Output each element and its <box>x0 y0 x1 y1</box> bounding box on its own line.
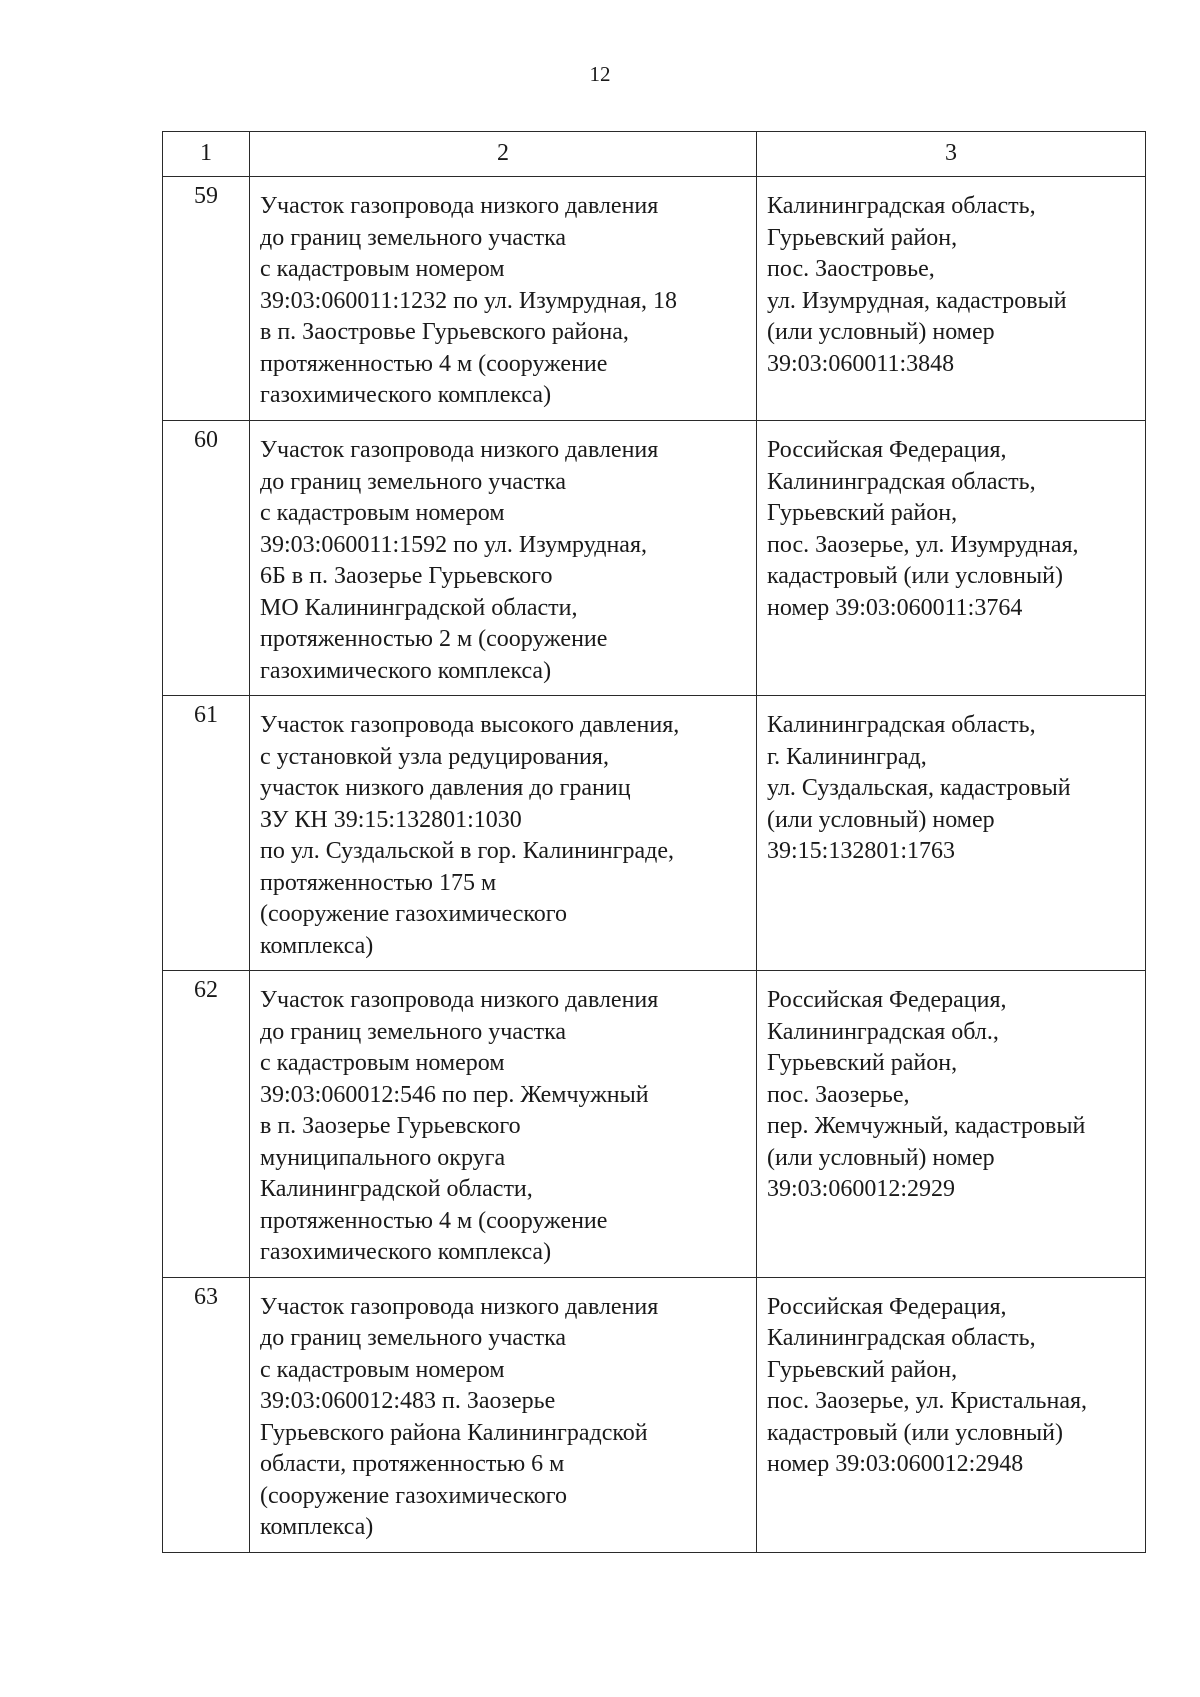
object-address <box>757 1277 1146 1552</box>
object-address <box>757 177 1146 421</box>
address-line: Российская Федерация, <box>767 987 1007 1013</box>
table-body <box>163 177 1146 1553</box>
address-line: ул. Изумрудная, кадастровый <box>767 287 1067 314</box>
address-line: номер 39:03:060011:3764 <box>767 594 1023 621</box>
row-number: 62 <box>163 971 250 1278</box>
object-description <box>250 1277 757 1552</box>
description-line: до границ земельного участка <box>260 1325 567 1351</box>
description-line: до границ земельного участка <box>260 468 567 495</box>
address-line: (или условный) номер <box>767 806 995 833</box>
table-row <box>163 971 1146 1278</box>
row-number: 59 <box>163 177 250 421</box>
description-line: Гурьевского района Калининградской <box>260 1419 648 1446</box>
description-line: Участок газопровода низкого давления <box>260 987 659 1013</box>
description-line: (сооружение газохимического <box>260 1482 568 1509</box>
row-number: 61 <box>163 696 250 971</box>
address-line: кадастровый (или условный) <box>767 563 1063 589</box>
address-line: Калининградская область, <box>767 1325 1036 1351</box>
description-line: протяженностью 2 м (сооружение <box>260 626 608 652</box>
address-line: г. Калининград, <box>767 743 927 770</box>
description-line: Участок газопровода низкого давления <box>260 437 659 463</box>
description-line: газохимического комплекса) <box>260 657 552 684</box>
description-line: Участок газопровода низкого давления <box>260 193 659 219</box>
address-line: Калининградская обл., <box>767 1018 999 1045</box>
address-line: пос. Заозерье, ул. Кристальная, <box>767 1388 1088 1414</box>
object-description <box>250 696 757 971</box>
address-line: Российская Федерация, <box>767 437 1007 463</box>
description-line: комплекса) <box>260 1514 374 1540</box>
address-line: Гурьевский район, <box>767 1356 958 1383</box>
object-address <box>757 421 1146 696</box>
description-line: протяженностью 4 м (сооружение <box>260 1207 608 1234</box>
address-line: Калининградская область, <box>767 712 1036 738</box>
column-header-3: 3 <box>757 132 1146 177</box>
row-number: 63 <box>163 1277 250 1552</box>
address-line: (или условный) номер <box>767 319 995 345</box>
description-line: протяженностью 4 м (сооружение <box>260 350 608 377</box>
address-line: Калининградская область, <box>767 468 1036 495</box>
description-line: в п. Заозерье Гурьевского <box>260 1113 521 1139</box>
table-row <box>163 1277 1146 1552</box>
address-line: пос. Заостровье, <box>767 256 935 282</box>
address-line: номер 39:03:060012:2948 <box>767 1451 1024 1477</box>
object-description <box>250 177 757 421</box>
address-line: кадастровый (или условный) <box>767 1419 1063 1446</box>
object-address <box>757 971 1146 1278</box>
table-row <box>163 421 1146 696</box>
address-line: пер. Жемчужный, кадастровый <box>767 1113 1086 1139</box>
description-line: Участок газопровода высокого давления, <box>260 712 680 738</box>
description-line: до границ земельного участка <box>260 224 567 251</box>
description-line: газохимического комплекса) <box>260 1239 552 1265</box>
property-table <box>162 131 1146 1553</box>
description-line: (сооружение газохимического <box>260 901 568 927</box>
row-number: 60 <box>163 421 250 696</box>
object-description <box>250 421 757 696</box>
description-line: комплекса) <box>260 932 374 959</box>
description-line: протяженностью 175 м <box>260 869 497 896</box>
address-line: Гурьевский район, <box>767 500 958 526</box>
description-line: с кадастровым номером <box>260 1050 505 1076</box>
address-line: (или условный) номер <box>767 1144 995 1171</box>
description-line: области, протяженностью 6 м <box>260 1451 565 1477</box>
description-line: с кадастровым номером <box>260 1356 505 1383</box>
object-description <box>250 971 757 1278</box>
address-line: 39:15:132801:1763 <box>767 838 956 864</box>
address-line: Гурьевский район, <box>767 224 958 251</box>
description-line: ЗУ КН 39:15:132801:1030 <box>260 806 522 833</box>
description-line: с кадастровым номером <box>260 256 505 282</box>
address-line: пос. Заозерье, <box>767 1081 910 1108</box>
page-number: 12 <box>589 62 611 86</box>
description-line: 39:03:060011:1592 по ул. Изумрудная, <box>260 531 647 558</box>
description-line: в п. Заостровье Гурьевского района, <box>260 319 629 345</box>
address-line: 39:03:060011:3848 <box>767 350 955 377</box>
address-line: Калининградская область, <box>767 193 1036 219</box>
description-line: по ул. Суздальской в гор. Калининграде, <box>260 838 674 864</box>
table-header-row <box>163 132 1146 177</box>
description-line: МО Калининградской области, <box>260 594 578 621</box>
description-line: с кадастровым номером <box>260 500 505 526</box>
description-line: газохимического комплекса) <box>260 382 552 408</box>
description-line: 6Б в п. Заозерье Гурьевского <box>260 563 553 589</box>
description-line: 39:03:060012:546 по пер. Жемчужный <box>260 1081 649 1108</box>
address-line: ул. Суздальская, кадастровый <box>767 775 1071 801</box>
description-line: участок низкого давления до границ <box>260 775 631 801</box>
address-line: Гурьевский район, <box>767 1050 958 1076</box>
description-line: муниципального округа <box>260 1144 506 1171</box>
column-header-1: 1 <box>163 132 250 177</box>
description-line: с установкой узла редуцирования, <box>260 743 609 770</box>
description-line: 39:03:060011:1232 по ул. Изумрудная, 18 <box>260 287 677 314</box>
description-line: 39:03:060012:483 п. Заозерье <box>260 1388 556 1414</box>
address-line: пос. Заозерье, ул. Изумрудная, <box>767 531 1079 558</box>
table-row <box>163 696 1146 971</box>
object-address <box>757 696 1146 971</box>
address-line: 39:03:060012:2929 <box>767 1176 956 1202</box>
address-line: Российская Федерация, <box>767 1293 1007 1320</box>
description-line: Участок газопровода низкого давления <box>260 1293 659 1320</box>
table-row <box>163 177 1146 421</box>
description-line: до границ земельного участка <box>260 1018 567 1045</box>
description-line: Калининградской области, <box>260 1176 533 1202</box>
column-header-2: 2 <box>250 132 757 177</box>
